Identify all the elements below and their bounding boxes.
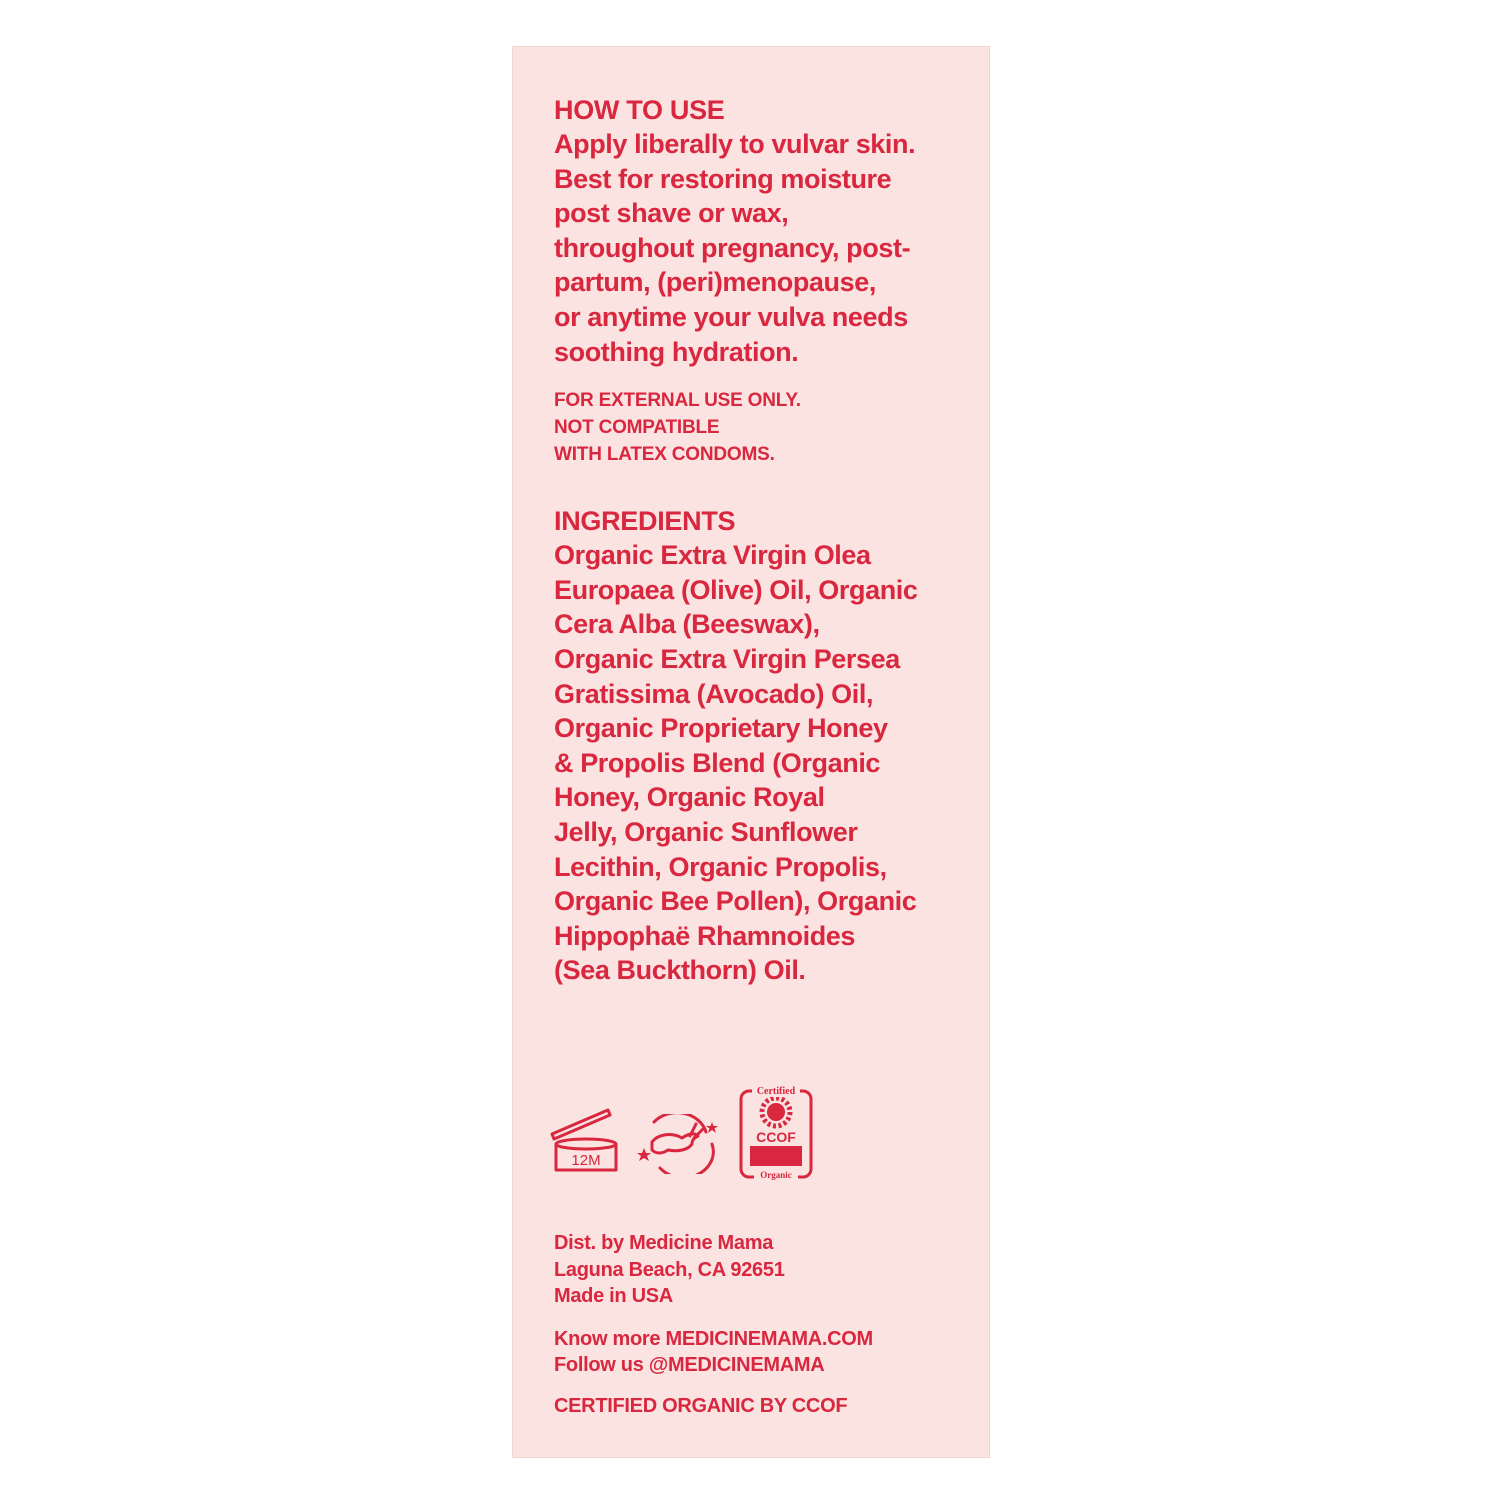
how-to-use-line: Apply liberally to vulvar skin. [554,129,916,159]
ccof-name: CCOF [756,1129,796,1145]
ingredient-line: Lecithin, Organic Propolis, [554,851,887,882]
footer-info [554,1230,873,1419]
warning-line: NOT COMPATIBLE [554,417,720,439]
ingredient-line: Honey, Organic Royal [554,782,825,813]
website-link: Know more MEDICINEMAMA.COM [554,1327,873,1350]
ingredient-line: Organic Proprietary Honey [554,713,888,744]
social-link: Follow us @MEDICINEMAMA [554,1354,825,1376]
how-to-use-line: partum, (peri)menopause, [554,267,876,298]
ccof-seal-icon [738,1084,814,1182]
how-to-use-line: post shave or wax, [554,198,789,229]
ingredient-line: Organic Bee Pollen), Organic [554,886,917,917]
certification-line: CERTIFIED ORGANIC BY CCOF [554,1394,848,1417]
label-text [554,93,974,988]
distributor-line: Dist. by Medicine Mama [554,1232,774,1254]
how-to-use-line: soothing hydration. [554,336,799,367]
ingredients-heading: INGREDIENTS [554,506,736,537]
certification-icons [548,1084,828,1184]
distributor-line: Laguna Beach, CA 92651 [554,1258,785,1281]
ingredient-line: Hippophaë Rhamnoides [554,920,856,951]
ingredient-line: Jelly, Organic Sunflower [554,816,858,847]
how-to-use-line: Best for restoring moisture [554,163,892,194]
ingredient-line: Cera Alba (Beeswax), [554,609,820,640]
ccof-top: Certified [756,1086,796,1097]
warning-block [554,387,974,468]
open-jar-icon [548,1104,620,1176]
distributor-line: Made in USA [554,1285,673,1307]
ingredient-line: (Sea Buckthorn) Oil. [554,955,806,986]
how-to-use-line: or anytime your vulva needs [554,301,908,332]
warning-line: WITH LATEX CONDOMS. [554,444,775,466]
leaping-bunny-icon [634,1114,718,1174]
ingredient-line: & Propolis Blend (Organic [554,747,881,778]
how-to-use-heading: HOW TO USE [554,95,725,125]
warning-line: FOR EXTERNAL USE ONLY. [554,390,801,412]
ingredient-line: Organic Extra Virgin Olea [554,540,871,571]
how-to-use-body [554,127,974,369]
pao-label: 12M [571,1152,601,1169]
ingredient-line: Europaea (Olive) Oil, Organic [554,574,918,605]
ingredient-line: Gratissima (Avocado) Oil, [554,678,874,709]
how-to-use-line: throughout pregnancy, post- [554,232,911,263]
ingredient-line: Organic Extra Virgin Persea [554,643,900,674]
ingredients-section [554,504,974,988]
ccof-bottom: Organic [760,1170,792,1180]
